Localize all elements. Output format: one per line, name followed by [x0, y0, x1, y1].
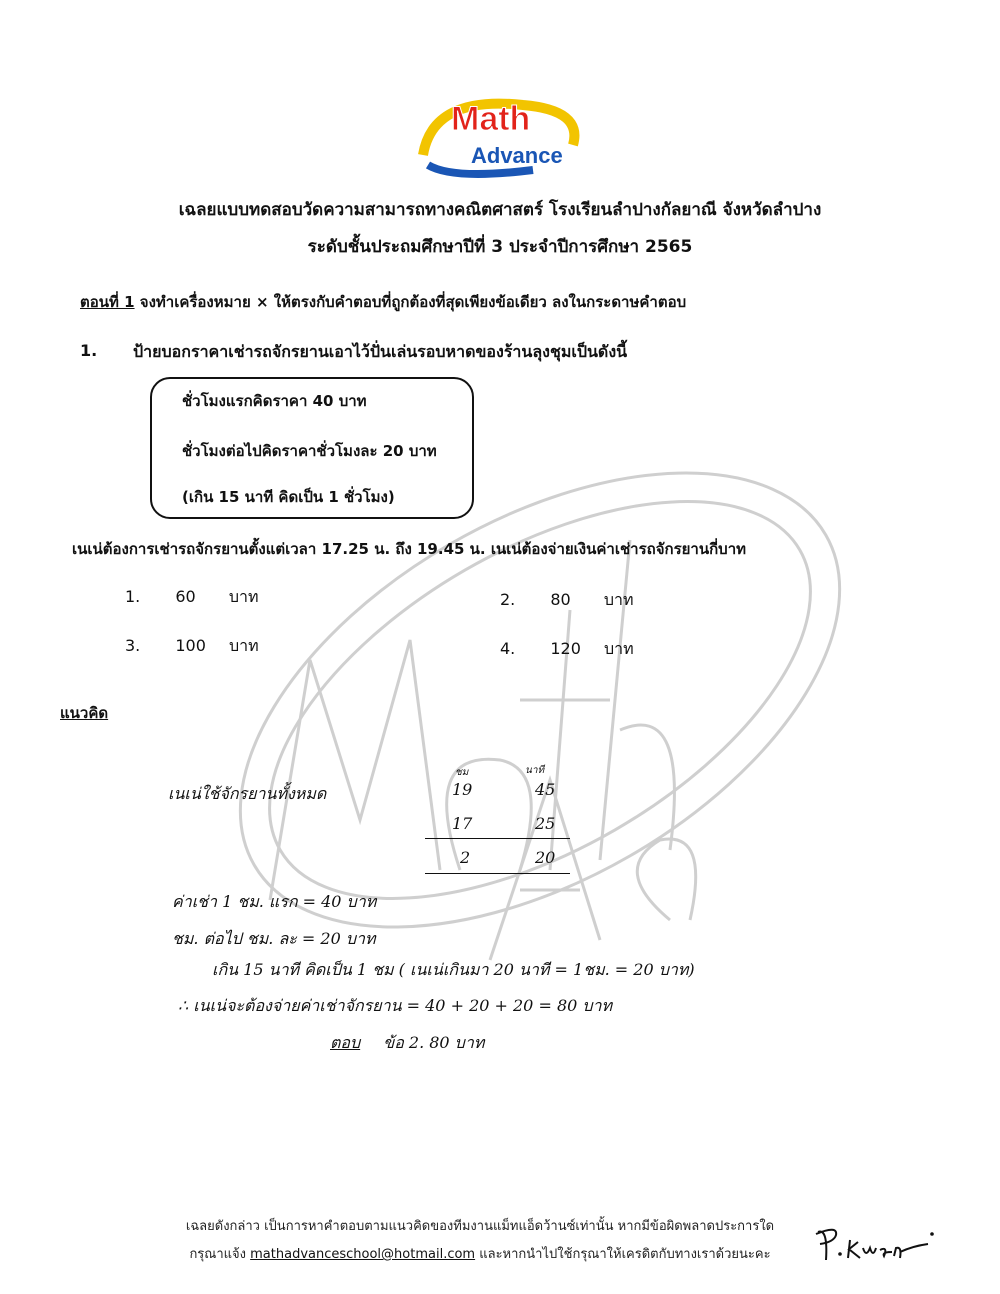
- choice-3-unit: บาท: [229, 636, 259, 655]
- row1-minute: 45: [535, 780, 556, 799]
- footer-contact-post: และหากนำไปใช้กรุณาให้เครดิตกับทางเราด้วยนะคะ: [475, 1247, 771, 1262]
- choice-2-unit: บาท: [603, 590, 634, 609]
- answer-label: ตอบ: [330, 1033, 361, 1052]
- footer-contact-pre: กรุณาแจ้ง: [189, 1247, 251, 1262]
- solution-total-label: เนเน่ใช้จักรยานทั้งหมด: [168, 784, 327, 803]
- choice-1-value: 60: [175, 587, 196, 606]
- signature: [808, 1220, 938, 1270]
- subtraction-line: [425, 838, 570, 839]
- choice-4-num: 4.: [500, 639, 516, 658]
- page-subtitle: ระดับชั้นประถมศึกษาปีที่ 3 ประจำปีการศึกษา 2565: [307, 237, 693, 257]
- section-text: จงทำเครื่องหมาย × ให้ตรงกับคำตอบที่ถูกต้องที่สุดเพียงข้อเดียว ลงในกระดาษคำตอบ: [134, 293, 687, 311]
- logo-text-math: Math: [451, 100, 531, 138]
- solution-line-1: ค่าเช่า 1 ชม. แรก = 40 บาท: [172, 892, 377, 911]
- solution-answer: [330, 1031, 484, 1056]
- choice-4: [500, 637, 634, 662]
- col-minute-label: นาที: [525, 765, 545, 776]
- solution-line-2: ชม. ต่อไป ชม. ละ = 20 บาท: [172, 929, 376, 948]
- contact-email-link[interactable]: mathadvanceschool@hotmail.com: [250, 1247, 476, 1262]
- solution-heading: แนวคิด: [60, 704, 109, 722]
- price-sign-box: [150, 377, 474, 519]
- footer-disclaimer: เฉลยดังกล่าว เป็นการหาคำตอบตามแนวคิดของทีมงานแม็ทแอ็ดว้านซ์เท่านั้น หากมีข้อผิดพลาดประการใด: [185, 1219, 775, 1234]
- question-prompt: เนเน่ต้องการเช่ารถจักรยานตั้งแต่เวลา 17.25 น. ถึง 19.45 น. เนเน่ต้องจ่ายเงินค่าเช่ารถจักรยานกี่บาท: [72, 540, 747, 558]
- price-line-3: (เกิน 15 นาที คิดเป็น 1 ชั่วโมง): [182, 488, 395, 506]
- question-number: 1.: [80, 341, 98, 360]
- col-hour-label: ชม: [455, 767, 469, 778]
- section-label: ตอนที่ 1: [80, 293, 135, 311]
- price-line-1: ชั่วโมงแรกคิดราคา 40 บาท: [182, 392, 367, 410]
- row2-minute: 25: [535, 814, 556, 833]
- answer-text: ข้อ 2. 80 บาท: [383, 1033, 485, 1052]
- choice-3-num: 3.: [125, 636, 141, 655]
- question-text: ป้ายบอกราคาเช่ารถจักรยานเอาไว้ปั่นเล่นรอบหาดของร้านลุงชุมเป็นดังนี้: [133, 342, 628, 361]
- choice-3: [125, 634, 259, 659]
- choice-2-value: 80: [550, 590, 571, 609]
- choice-4-value: 120: [550, 639, 581, 658]
- price-line-2: ชั่วโมงต่อไปคิดราคาชั่วโมงละ 20 บาท: [182, 442, 437, 460]
- math-advance-logo: [413, 85, 588, 185]
- page-title: เฉลยแบบทดสอบวัดความสามารถทางคณิตศาสตร์ โรงเรียนลำปางกัลยาณี จังหวัดลำปาง: [178, 200, 822, 220]
- row3-hour: 2: [460, 848, 471, 867]
- choice-3-value: 100: [175, 636, 206, 655]
- logo-text-advance: Advance: [471, 143, 563, 168]
- section-instruction: [80, 290, 686, 314]
- solution-line-3: เกิน 15 นาที คิดเป็น 1 ชม ( เนเน่เกินมา 20 นาที = 1ชม. = 20 บาท): [212, 960, 695, 979]
- choice-1-num: 1.: [125, 587, 141, 606]
- choice-1: [125, 585, 259, 610]
- choice-4-unit: บาท: [604, 639, 634, 658]
- row1-hour: 19: [452, 780, 473, 799]
- choice-2: [500, 588, 634, 613]
- result-line: [425, 873, 570, 874]
- choice-1-unit: บาท: [228, 587, 259, 606]
- row2-hour: 17: [452, 814, 473, 833]
- solution-line-4: ∴ เนเน่จะต้องจ่ายค่าเช่าจักรยาน = 40 + 20 + 20 = 80 บาท: [178, 996, 613, 1015]
- row3-minute: 20: [535, 848, 556, 867]
- choice-2-num: 2.: [500, 590, 516, 609]
